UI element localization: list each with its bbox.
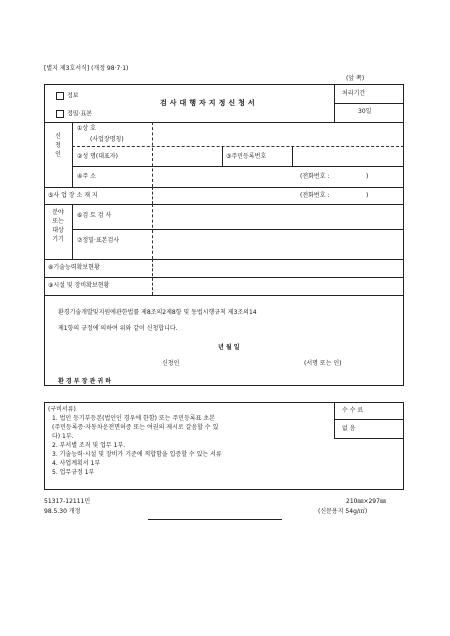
doc-item: 4. 사업계획서 1부	[52, 460, 101, 467]
business-phone: (전화번호 :	[300, 192, 330, 199]
doc-item: 1. 법인 등기부등본(법인인 경우에 한함) 또는 주민등록표 초본	[52, 415, 215, 422]
trade-name-label: ①상 호	[77, 125, 96, 132]
signature-label: (서명 또는 인)	[304, 360, 342, 367]
trade-name-sub: (사업장명칭)	[90, 136, 124, 143]
tech-capability-label: ⑧기술능력확보현황	[48, 264, 100, 271]
doc-item: 3. 기술능력·시설 및 장비가 기준에 적합함을 입증할 수 있는 서류	[52, 451, 222, 458]
statement-line2: 제1항의 규정에 의하여 위와 같이 신청합니다.	[58, 325, 178, 332]
applicant-sign-label: 신청인	[162, 360, 180, 367]
name-label: ②성 명(대표자)	[77, 153, 118, 160]
recipient: 환 경 부 장 관 귀 하	[58, 378, 112, 385]
fee-value: 없 음	[342, 425, 356, 432]
precision-inspection-label: ⑦정밀·표본검사	[77, 237, 120, 244]
business-location-label: ⑤사 업 장 소 재 지	[48, 192, 98, 199]
period-value: 30일	[358, 108, 372, 115]
footer-date: 98.5.30 개정	[44, 508, 81, 515]
documents-title: (구비서류)	[48, 406, 76, 413]
option-general-checkbox[interactable]	[56, 92, 64, 100]
doc-item: 2. 부서별 조직 및 업무 1부.	[52, 442, 126, 449]
doc-item: 다) 1부.	[52, 433, 74, 440]
date-line: 년 월 일	[218, 344, 240, 351]
option-general[interactable]: 정보	[56, 92, 79, 100]
footer-code: 51317-12111민	[44, 498, 91, 505]
review-inspection-label: ⑥검 토 검 사	[77, 212, 112, 219]
form-number: [별지 제3호서식] (개정 98·7·1)	[44, 65, 129, 72]
facility-label: ⑨시설 및 장비확보현황	[48, 282, 110, 289]
applicant-phone: (전화번호 :	[300, 173, 330, 180]
paper-spec: (신문용지 54g/㎡)	[318, 508, 368, 515]
resident-no-label: ③주민등록번호	[226, 153, 267, 160]
form-title: 검사대행자지정신청서	[160, 99, 258, 107]
option-precision[interactable]: 정밀·표본	[56, 110, 92, 118]
statement-line1: 환경기술개발및지원에관한법률 제8조의2제8항 및 동법시행규칙 제3조의14	[58, 309, 257, 316]
scope-side-label: 분야 또는 대상 기기	[52, 209, 64, 243]
form-frame	[44, 84, 404, 386]
applicant-side-label: 신 청 인	[55, 133, 61, 158]
page-note: (앞 쪽)	[346, 75, 365, 82]
fee-label: 수 수 료	[342, 407, 364, 414]
period-label: 처리기간	[342, 90, 366, 97]
option-precision-checkbox[interactable]	[56, 110, 64, 118]
doc-item: 5. 업무규정 1부	[52, 469, 95, 476]
address-label: ④주 소	[77, 173, 96, 180]
paper-size: 210㎜×297㎜	[346, 498, 386, 505]
doc-item: (주민등록증·자동차운전면허증 또는 여권의 제시로 갈음할 수 있	[52, 424, 219, 431]
footer-rule	[148, 519, 282, 520]
